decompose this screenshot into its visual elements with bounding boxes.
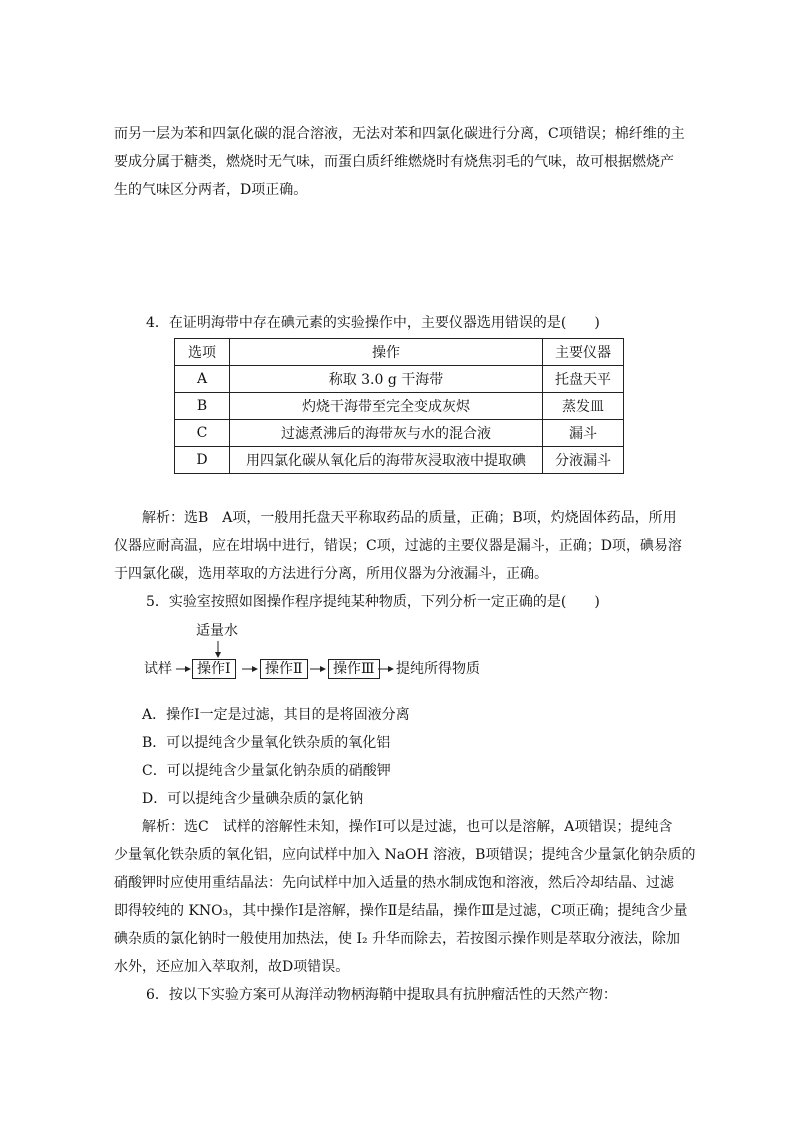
flow-sample-label: 试样	[144, 661, 172, 677]
table-cell: B	[175, 393, 230, 420]
question-4-analysis-line-2: 仪器应耐高温，应在坩埚中进行，错误；C项，过滤的主要仪器是漏斗，正确；D项，碘易溶	[114, 538, 682, 554]
table-cell: 过滤煮沸后的海带灰与水的混合液	[230, 420, 543, 447]
table-header-cell: 主要仪器	[543, 339, 624, 366]
question-5-analysis-line-1: 解析：选C 试样的溶解性未知，操作Ⅰ可以是过滤，也可以是溶解，A项错误；提纯含	[142, 819, 673, 835]
question-4-analysis-line-1: 解析：选B A项，一般用托盘天平称取药品的质量，正确；B项，灼烧固体药品，所用	[142, 510, 677, 526]
question-5-analysis-line-4: 即得较纯的 KNO₃，其中操作Ⅰ是溶解，操作Ⅱ是结晶，操作Ⅲ是过滤，C项正确；提纯含少量	[114, 903, 688, 919]
table-cell: 蒸发皿	[543, 393, 624, 420]
prev-analysis-line-3: 生的气味区分两者，D项正确。	[114, 182, 308, 198]
table-cell: 用四氯化碳从氧化后的海带灰浸取液中提取碘	[230, 447, 543, 474]
table-row	[175, 420, 624, 447]
table-row	[175, 366, 624, 393]
question-6-stem: 6．按以下实验方案可从海洋动物柄海鞘中提取具有抗肿瘤活性的天然产物：	[146, 987, 617, 1003]
question-4-stem: 4．在证明海带中存在碘元素的实验操作中，主要仪器选用错误的是( )	[146, 315, 600, 331]
table-cell: 托盘天平	[543, 366, 624, 393]
question-5-analysis-line-3: 硝酸钾时应使用重结晶法：先向试样中加入适量的热水制成饱和溶液，然后冷却结晶、过滤	[114, 875, 674, 891]
flow-result-label: 提纯所得物质	[396, 661, 480, 677]
question-5-stem: 5．实验室按照如图操作程序提纯某种物质，下列分析一定正确的是( )	[146, 594, 600, 610]
flow-box-op3: 操作Ⅲ	[328, 659, 380, 679]
flow-box-op1: 操作Ⅰ	[192, 659, 236, 679]
question-5-option-c: C．可以提纯含少量氯化钠杂质的硝酸钾	[142, 763, 391, 779]
question-5-option-d: D．可以提纯含少量碘杂质的氯化钠	[142, 791, 364, 807]
question-5-option-b: B．可以提纯含少量氧化铁杂质的氧化铝	[142, 735, 391, 751]
table-cell: 称取 3.0 g 干海带	[230, 366, 543, 393]
flow-water-label: 适量水	[196, 623, 238, 639]
question-5-analysis-line-2: 少量氧化铁杂质的氧化铝，应向试样中加入 NaOH 溶液，B项错误；提纯含少量氯化钠杂质的	[114, 847, 696, 863]
instrument-table	[174, 338, 624, 474]
question-4-analysis-line-3: 于四氯化碳，选用萃取的方法进行分离，所用仪器为分液漏斗，正确。	[114, 566, 548, 582]
table-cell: D	[175, 447, 230, 474]
prev-analysis-line-2: 要成分属于糖类，燃烧时无气味，而蛋白质纤维燃烧时有烧焦羽毛的气味，故可根据燃烧产	[114, 154, 674, 170]
table-row	[175, 393, 624, 420]
table-cell: A	[175, 366, 230, 393]
prev-analysis-line-1: 而另一层为苯和四氯化碳的混合溶液，无法对苯和四氯化碳进行分离，C项错误；棉纤维的主	[114, 126, 685, 142]
table-header-row	[175, 339, 624, 366]
question-5-option-a: A．操作Ⅰ一定是过滤，其目的是将固液分离	[142, 707, 410, 723]
table-cell: 分液漏斗	[543, 447, 624, 474]
table-cell: 漏斗	[543, 420, 624, 447]
table-cell: C	[175, 420, 230, 447]
question-5-analysis-line-5: 碘杂质的氯化钠时一般使用加热法，使 I₂ 升华而除去，若按图示操作则是萃取分液法，除加	[114, 931, 681, 947]
flow-box-op2: 操作Ⅱ	[260, 659, 308, 679]
table-header-cell: 选项	[175, 339, 230, 366]
table-header-cell: 操作	[230, 339, 543, 366]
table-cell: 灼烧干海带至完全变成灰烬	[230, 393, 543, 420]
question-5-analysis-line-6: 水外，还应加入萃取剂，故D项错误。	[114, 959, 350, 975]
table-row	[175, 447, 624, 474]
